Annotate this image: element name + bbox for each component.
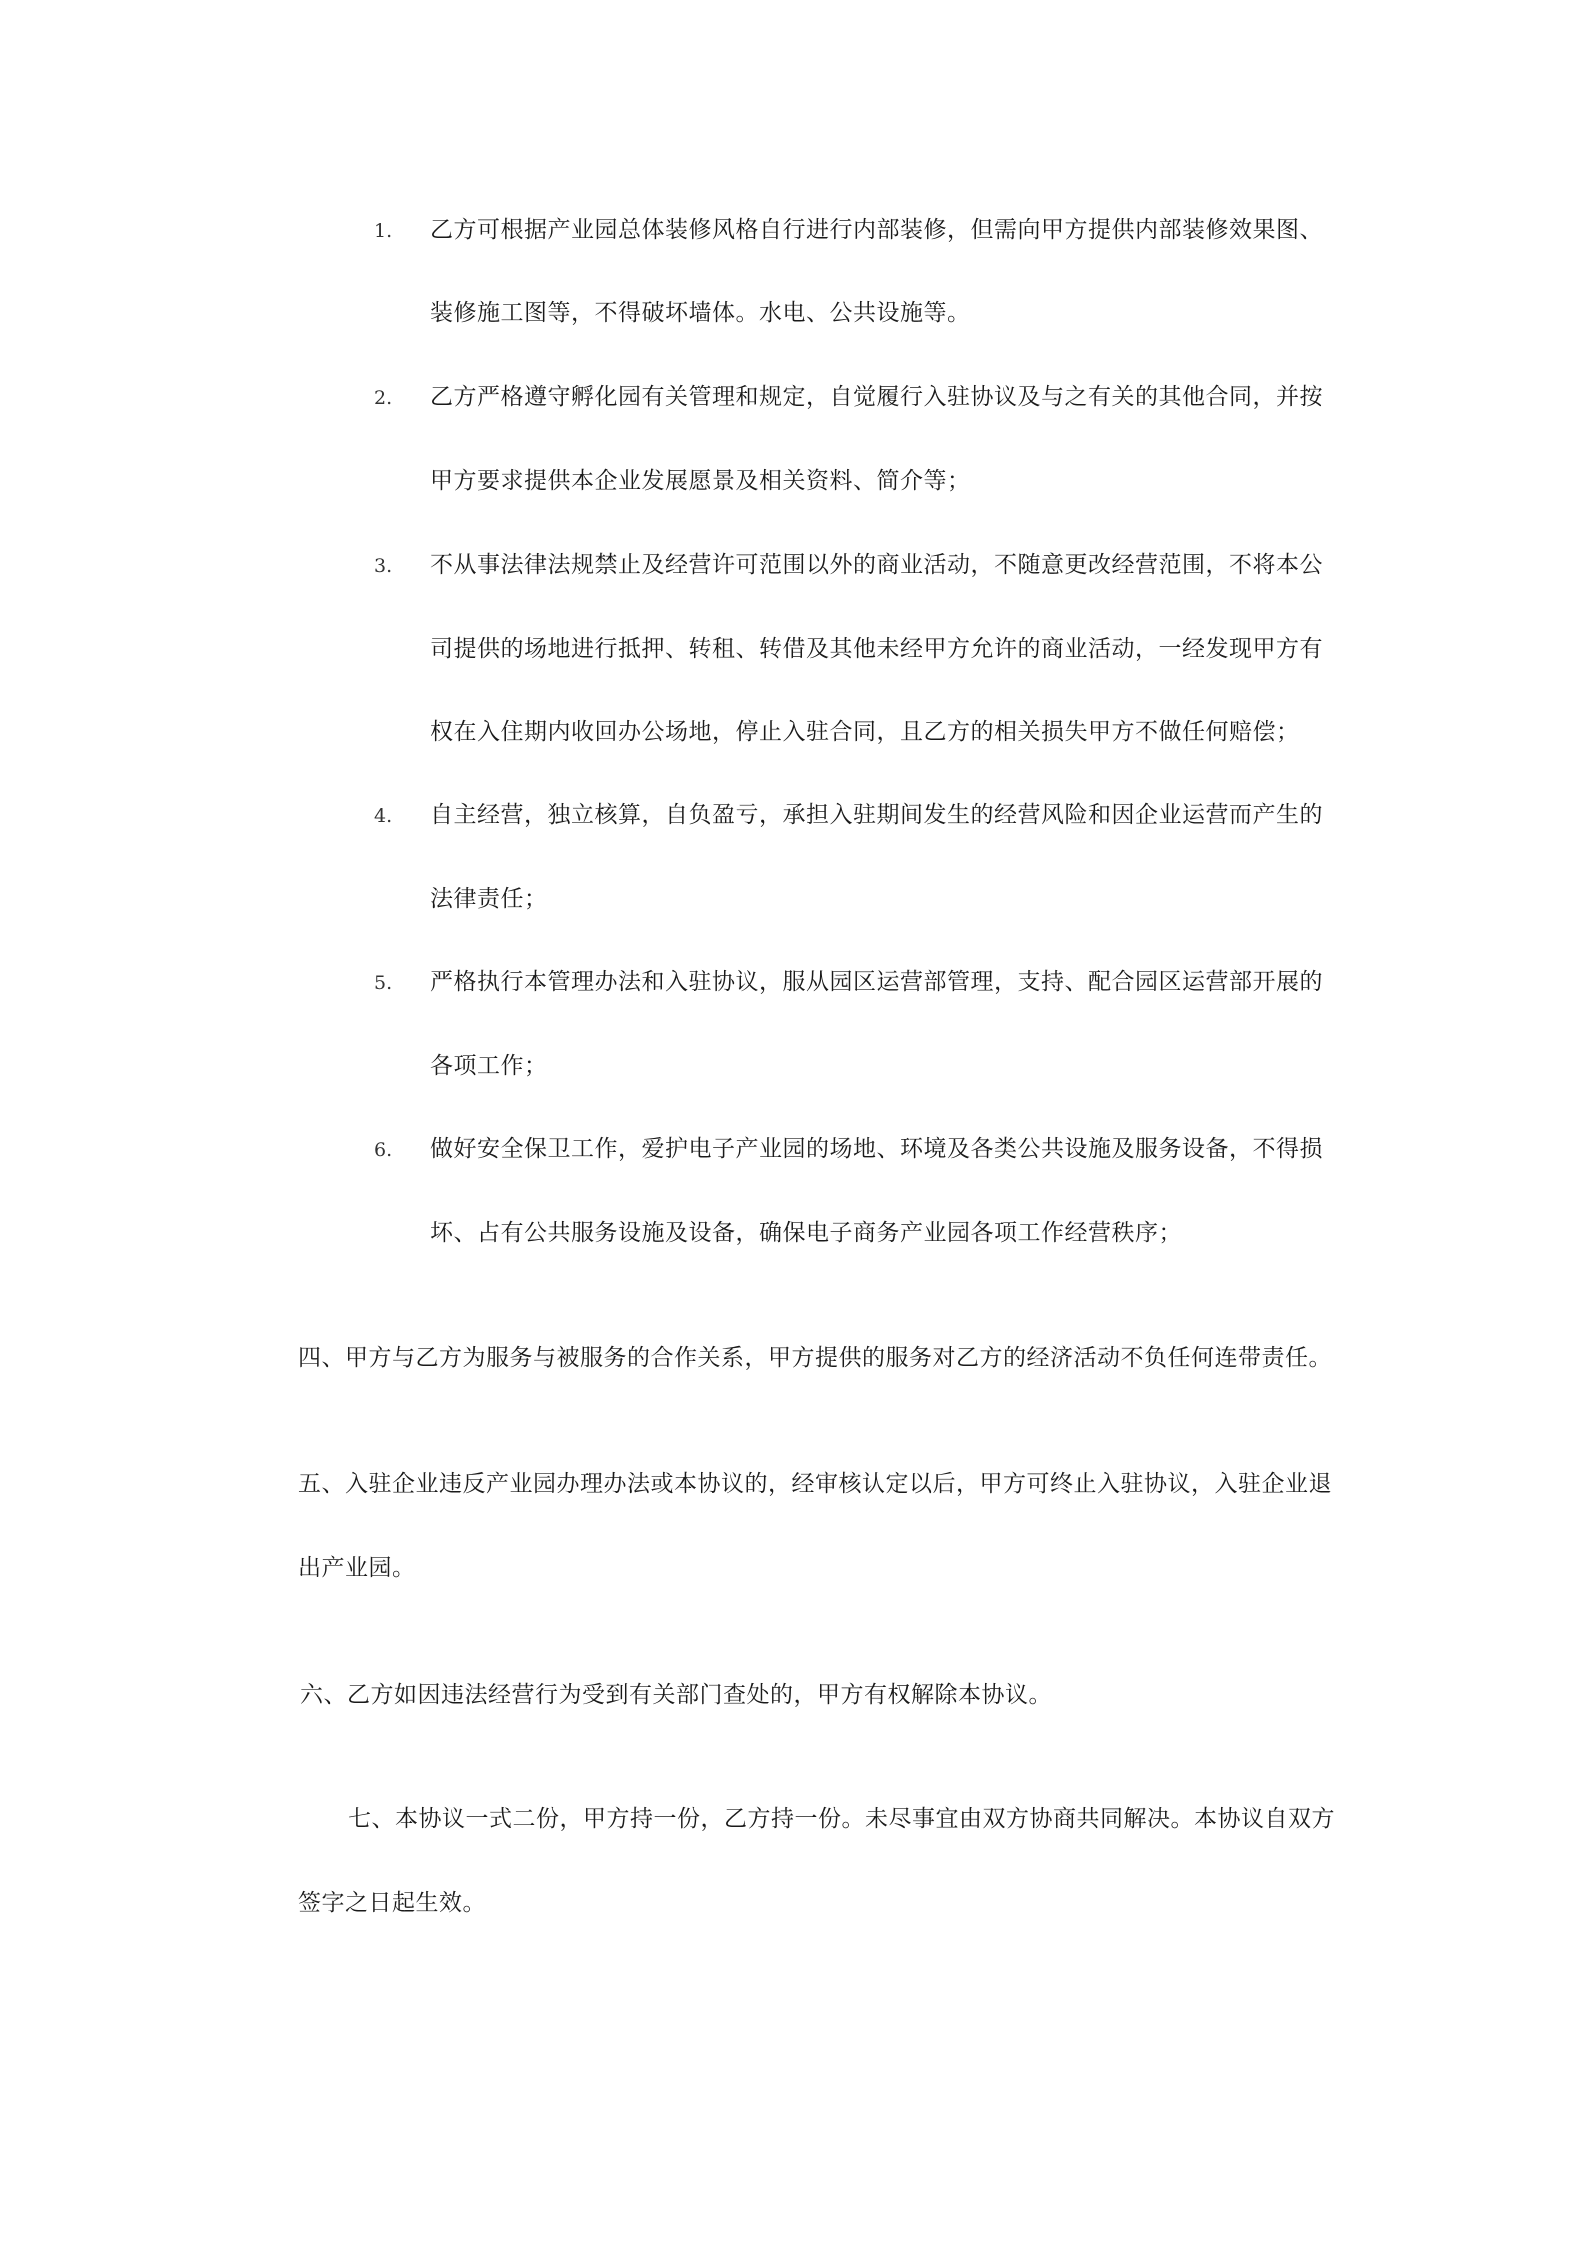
clause-text: 五、入驻企业违反产业园办理办法或本协议的，经审核认定以后，甲方可终止入驻协议，入驻企业退 bbox=[298, 1471, 1332, 1497]
list-item-text: 坏、占有公共服务设施及设备，确保电子商务产业园各项工作经营秩序； bbox=[430, 1220, 1182, 1246]
list-item-number: 1. bbox=[374, 220, 393, 242]
clause-text: 七、本协议一式二份，甲方持一份，乙方持一份。未尽事宜由双方协商共同解决。本协议自双方 bbox=[348, 1806, 1335, 1832]
list-item-number: 6. bbox=[374, 1139, 393, 1161]
clause-text: 六、乙方如因违法经营行为受到有关部门查处的，甲方有权解除本协议。 bbox=[300, 1682, 1052, 1708]
list-item-text: 甲方要求提供本企业发展愿景及相关资料、简介等； bbox=[430, 468, 971, 494]
clause-text: 签字之日起生效。 bbox=[298, 1890, 486, 1916]
list-item-number: 5. bbox=[374, 972, 393, 994]
list-item-text: 做好安全保卫工作，爱护电子产业园的场地、环境及各类公共设施及服务设备，不得损 bbox=[430, 1136, 1323, 1162]
list-item-text: 乙方可根据产业园总体装修风格自行进行内部装修，但需向甲方提供内部装修效果图、 bbox=[430, 217, 1323, 243]
list-item-text: 司提供的场地进行抵押、转租、转借及其他未经甲方允许的商业活动，一经发现甲方有 bbox=[430, 636, 1323, 662]
list-item-text: 不从事法律法规禁止及经营许可范围以外的商业活动，不随意更改经营范围，不将本公 bbox=[430, 552, 1323, 578]
clause-text: 出产业园。 bbox=[298, 1555, 416, 1581]
list-item-text: 法律责任； bbox=[430, 886, 548, 912]
clause-text: 四、甲方与乙方为服务与被服务的合作关系，甲方提供的服务对乙方的经济活动不负任何连带责任。 bbox=[298, 1345, 1332, 1371]
list-item-number: 2. bbox=[374, 387, 393, 409]
list-item-number: 3. bbox=[374, 555, 393, 577]
list-item-text: 装修施工图等，不得破坏墙体。水电、公共设施等。 bbox=[430, 300, 971, 326]
list-item-text: 权在入住期内收回办公场地，停止入驻合同，且乙方的相关损失甲方不做任何赔偿； bbox=[430, 719, 1300, 745]
list-item-text: 各项工作； bbox=[430, 1053, 548, 1079]
list-item-number: 4. bbox=[374, 805, 393, 827]
list-item-text: 乙方严格遵守孵化园有关管理和规定，自觉履行入驻协议及与之有关的其他合同，并按 bbox=[430, 384, 1323, 410]
list-item-text: 自主经营，独立核算，自负盈亏，承担入驻期间发生的经营风险和因企业运营而产生的 bbox=[430, 802, 1323, 828]
list-item-text: 严格执行本管理办法和入驻协议，服从园区运营部管理，支持、配合园区运营部开展的 bbox=[430, 969, 1323, 995]
